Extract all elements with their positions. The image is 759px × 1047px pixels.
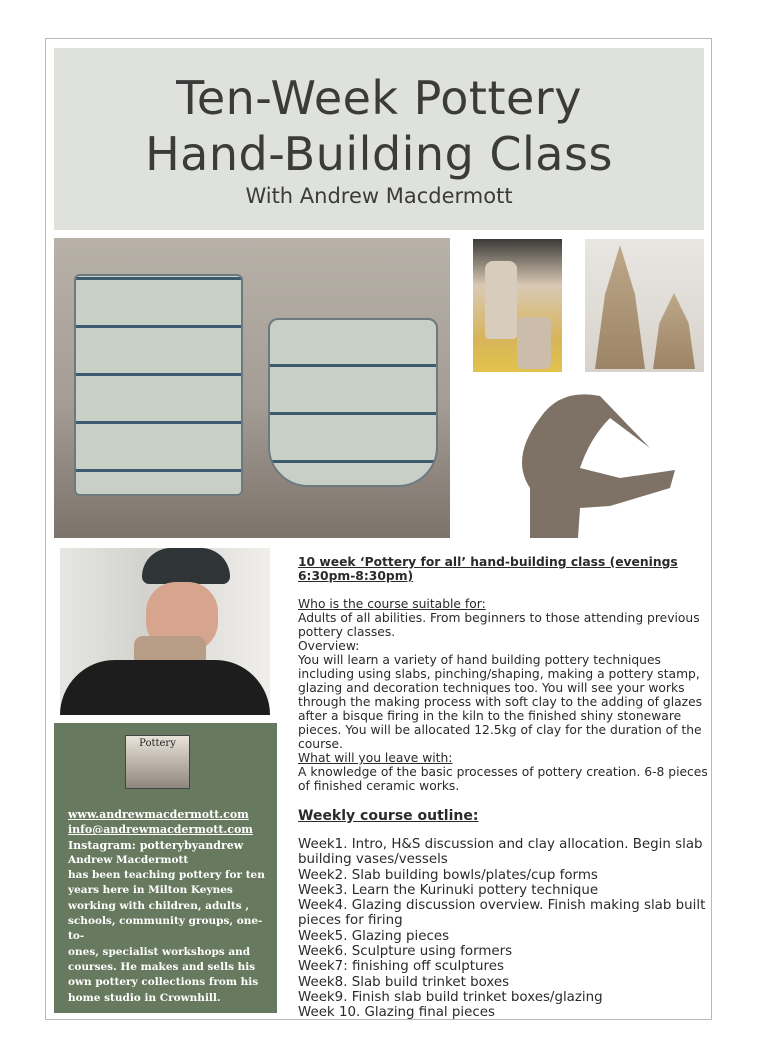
week-item: Week3. Learn the Kurinuki pottery technique <box>298 882 599 898</box>
slab-vessels-photo <box>54 238 450 538</box>
outline-title: Weekly course outline: <box>298 808 479 824</box>
overview-text: You will learn a variety of hand building pottery techniques including using slabs, pinching/shaping, making a pottery stamp, glazing and decoration techniques too. You will see your works through the making process with soft clay to the adding of glazes after a bisque firing in the kiln to the finished shiny stoneware pieces. You will be allocated 12.5kg of clay for the duration of the course. <box>298 653 703 751</box>
wheel-throwing-photo <box>473 239 562 372</box>
leave-label: What will you leave with: <box>298 751 453 765</box>
title-banner <box>54 48 704 230</box>
week-item: Week5. Glazing pieces <box>298 928 450 944</box>
bio-line: courses. He makes and sells his <box>68 960 256 973</box>
course-description <box>298 555 716 1021</box>
bio-line: schools, community groups, one-to- <box>68 915 263 943</box>
bio-line: Andrew Macdermott <box>68 853 189 866</box>
week-item: Week 10. Glazing final pieces <box>298 1005 495 1021</box>
bio-line: working with children, adults , <box>68 899 249 912</box>
week-list <box>298 837 716 1021</box>
who-text: Adults of all abilities. From beginners to those attending previous pottery classes. <box>298 611 700 639</box>
contact-sidebar <box>54 723 277 1013</box>
pottery-logo <box>125 735 190 789</box>
week-item: Week9. Finish slab build trinket boxes/glazing <box>298 989 603 1005</box>
gnome-sculptures-photo <box>585 239 704 372</box>
title-line-2: Hand-Building Class <box>145 127 613 181</box>
week-item: Week6. Sculpture using formers <box>298 944 513 960</box>
week-item: Week1. Intro, H&S discussion and clay allocation. Begin slab building vases/vessels <box>298 837 703 868</box>
bio-line: own pottery collections from his <box>68 976 259 989</box>
title-line-1: Ten-Week Pottery <box>176 71 582 125</box>
instagram-handle: Instagram: potterybyandrew <box>68 838 244 852</box>
week-item: Week7: finishing off sculptures <box>298 959 504 975</box>
overview-label: Overview: <box>298 639 360 653</box>
instructor-portrait-photo <box>60 548 270 715</box>
bio-line: years here in Milton Keynes <box>68 884 233 897</box>
email-link[interactable]: info@andrewmacdermott.com <box>68 823 253 837</box>
page-subtitle: With Andrew Macdermott <box>245 184 513 208</box>
bio-line: ones, specialist workshops and <box>68 945 251 958</box>
bio-line: has been teaching pottery for ten <box>68 869 265 882</box>
week-item: Week4. Glazing discussion overview. Finish making slab built pieces for firing <box>298 898 706 929</box>
who-label: Who is the course suitable for: <box>298 597 486 611</box>
week-item: Week8. Slab build trinket boxes <box>298 974 510 990</box>
page-title <box>54 70 704 182</box>
course-heading: 10 week ‘Pottery for all’ hand-building class (evenings 6:30pm-8:30pm) <box>298 555 678 583</box>
logo-text: Pottery <box>139 738 176 749</box>
kingfisher-sculpture-photo <box>490 378 680 540</box>
bio-line: home studio in Crownhill. <box>68 991 221 1004</box>
website-link[interactable]: www.andrewmacdermott.com <box>68 808 249 821</box>
week-item: Week2. Slab building bowls/plates/cup forms <box>298 867 598 883</box>
leave-text: A knowledge of the basic processes of pottery creation. 6-8 pieces of finished ceramic works. <box>298 765 708 793</box>
